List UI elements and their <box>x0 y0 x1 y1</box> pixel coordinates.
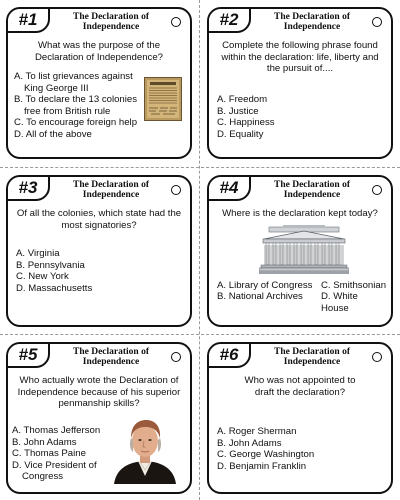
answer-a: A. Library of Congress <box>217 279 313 291</box>
card-title: The Declaration of Independence <box>274 347 350 367</box>
card-question: Complete the following phrase found within the declaration: life, liberty and the pursuit of.... <box>221 40 379 74</box>
thomas-jefferson-portrait-image <box>112 416 178 484</box>
task-card-5 <box>6 342 192 494</box>
answer-d: D. Vice President of Congress <box>12 459 97 482</box>
answer-a: A. Thomas Jefferson <box>12 425 101 436</box>
card-title: The Declaration of Independence <box>274 180 350 200</box>
task-card-2 <box>207 7 393 159</box>
task-card-3 <box>6 175 192 327</box>
card-title: The Declaration of Independence <box>73 12 149 32</box>
card-number: #4 <box>207 175 251 201</box>
answer-b: B. Pennsylvania <box>16 259 85 271</box>
answer-list <box>14 71 142 140</box>
task-card-1 <box>6 7 192 159</box>
answer-b: B. National Archives <box>217 291 303 302</box>
task-card-4 <box>207 175 393 327</box>
card-question: Who actually wrote the Declaration of Independence because of his superior penmanship skills? <box>17 375 181 409</box>
card-question: Where is the declaration kept today? <box>222 208 378 219</box>
answer-d: D. Massachusetts <box>16 282 93 294</box>
card-number: #3 <box>6 175 50 201</box>
answer-d: D. Equality <box>217 128 264 140</box>
card-title: The Declaration of Independence <box>73 347 149 367</box>
answer-b: B. John Adams <box>12 436 77 448</box>
cut-line-horizontal-2 <box>0 334 400 335</box>
answer-d: D. Benjamin Franklin <box>217 460 307 472</box>
answer-c: C. To encourage foreign help <box>14 117 138 128</box>
punch-hole-icon <box>372 352 382 362</box>
task-card-6 <box>207 342 393 494</box>
answer-list <box>16 248 92 294</box>
card-number: #5 <box>6 342 50 368</box>
answer-a: A. Roger Sherman <box>217 426 297 437</box>
answer-b: B. To declare the 13 colonies free from British rule <box>14 94 138 117</box>
national-archives-building-image <box>259 225 349 275</box>
card-question: Of all the colonies, which state had the most signatories? <box>16 208 182 231</box>
answer-b: B. Justice <box>217 105 259 117</box>
punch-hole-icon <box>171 17 181 27</box>
answer-list <box>217 426 314 472</box>
answer-list <box>217 94 275 140</box>
declaration-document-image <box>144 77 182 121</box>
punch-hole-icon <box>171 185 181 195</box>
punch-hole-icon <box>372 17 382 27</box>
answer-d: D. All of the above <box>14 128 92 140</box>
punch-hole-icon <box>372 185 382 195</box>
card-number: #6 <box>207 342 251 368</box>
card-question: Who was not appointed to draft the declaration? <box>244 375 356 398</box>
answer-a: A. To list grievances against King George III <box>14 71 133 94</box>
punch-hole-icon <box>171 352 181 362</box>
answer-a: A. Freedom <box>217 94 268 105</box>
card-number: #2 <box>207 7 251 33</box>
answer-b: B. John Adams <box>217 437 282 449</box>
card-number: #1 <box>6 7 50 33</box>
answer-c: C. Smithsonian <box>321 279 387 291</box>
answer-c: C. Happiness <box>217 117 275 128</box>
answer-a: A. Virginia <box>16 248 60 259</box>
answer-c: C. George Washington <box>217 449 315 460</box>
answer-list <box>12 425 108 483</box>
card-title: The Declaration of Independence <box>274 12 350 32</box>
answer-list <box>217 280 387 315</box>
card-title: The Declaration of Independence <box>73 180 149 200</box>
answer-d: D. White House <box>321 291 358 314</box>
answer-c: C. Thomas Paine <box>12 448 86 459</box>
cut-line-vertical <box>199 0 200 500</box>
cut-line-horizontal-1 <box>0 167 400 168</box>
answer-c: C. New York <box>16 271 69 282</box>
card-question: What was the purpose of the Declaration of Independence? <box>34 40 163 63</box>
